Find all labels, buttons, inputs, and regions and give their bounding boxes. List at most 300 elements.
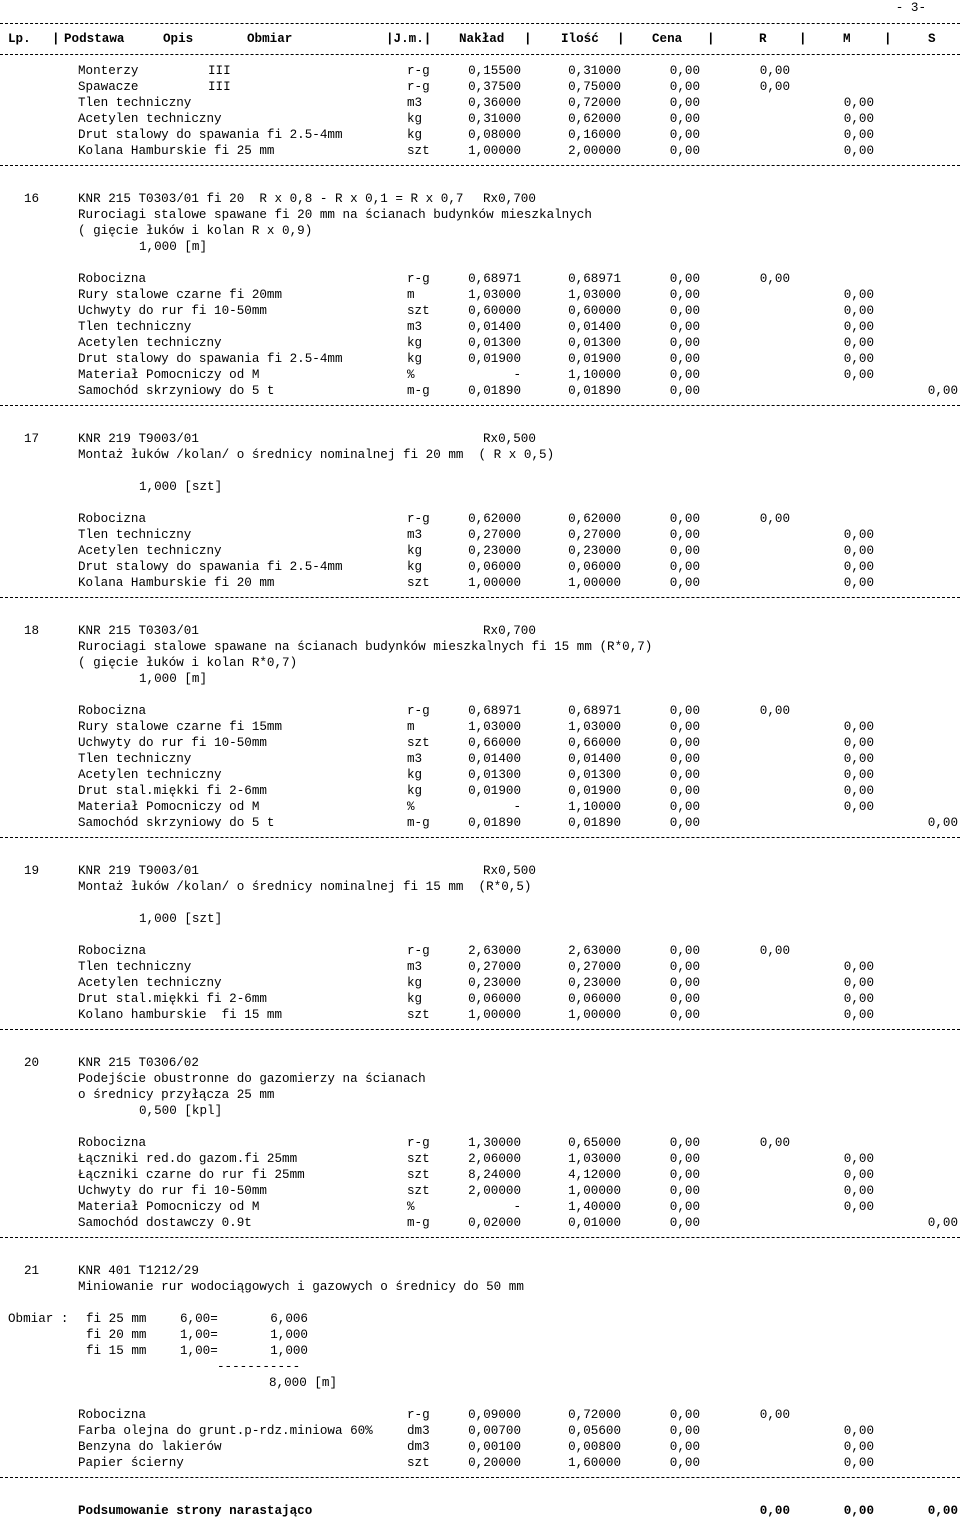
resource-unit: szt — [407, 1008, 430, 1022]
resource-value-m: 0,00 — [843, 752, 874, 766]
resource-quantity: 0,16000 — [568, 128, 621, 142]
section-rule — [0, 1237, 960, 1238]
resource-unit: kg — [407, 992, 423, 1006]
measure-name: fi 15 mm — [86, 1344, 147, 1358]
resource-unit: % — [407, 1200, 415, 1214]
resource-value-s: 0,00 — [927, 384, 958, 398]
measure-line — [0, 1327, 960, 1343]
resource-price: 0,00 — [669, 736, 700, 750]
resource-value-m: 0,00 — [843, 1008, 874, 1022]
resource-norm: 0,01890 — [468, 384, 521, 398]
page-summary-r: 0,00 — [759, 1504, 790, 1518]
resource-price: 0,00 — [669, 1168, 700, 1182]
measure-expression: 1,00= — [180, 1344, 218, 1358]
section-rule — [0, 405, 960, 406]
resource-quantity: 0,01890 — [568, 816, 621, 830]
resource-value-r: 0,00 — [759, 944, 790, 958]
resource-norm: 2,63000 — [468, 944, 521, 958]
resource-value-r: 0,00 — [759, 1408, 790, 1422]
resource-row — [0, 1151, 960, 1167]
carry-row — [0, 143, 960, 159]
resource-unit: kg — [407, 352, 423, 366]
resource-name: Acetylen techniczny — [78, 976, 222, 990]
resource-price: 0,00 — [669, 528, 700, 542]
resource-unit: m-g — [407, 384, 430, 398]
header-sep: | — [884, 32, 892, 46]
resource-norm: 0,23000 — [468, 976, 521, 990]
top-rule — [0, 23, 960, 24]
position-quantity-line — [0, 911, 960, 927]
resource-norm: 0,01890 — [468, 816, 521, 830]
resource-name: Tlen techniczny — [78, 752, 192, 766]
resource-norm: 0,01900 — [468, 352, 521, 366]
resource-quantity: 1,00000 — [568, 576, 621, 590]
resource-category: III — [208, 80, 231, 94]
resource-quantity: 0,72000 — [568, 96, 621, 110]
resource-quantity: 2,63000 — [568, 944, 621, 958]
resource-row — [0, 575, 960, 591]
resource-price: 0,00 — [669, 1008, 700, 1022]
resource-price: 0,00 — [669, 1456, 700, 1470]
resource-unit: szt — [407, 304, 430, 318]
resource-value-m: 0,00 — [843, 800, 874, 814]
resource-name: Drut stalowy do spawania fi 2.5-4mm — [78, 352, 343, 366]
resource-unit: m — [407, 288, 415, 302]
resource-norm: 1,00000 — [468, 144, 521, 158]
resource-value-m: 0,00 — [843, 960, 874, 974]
resource-price: 0,00 — [669, 368, 700, 382]
resource-row — [0, 991, 960, 1007]
resource-quantity: 1,03000 — [568, 1152, 621, 1166]
position-quantity: 1,000 [m] — [139, 240, 208, 254]
resource-price: 0,00 — [669, 1152, 700, 1166]
resource-price: 0,00 — [669, 800, 700, 814]
resource-value-s: 0,00 — [927, 816, 958, 830]
resource-unit: m3 — [407, 528, 423, 542]
resource-name: Rury stalowe czarne fi 20mm — [78, 288, 283, 302]
resource-row — [0, 1135, 960, 1151]
resource-row — [0, 1007, 960, 1023]
resource-quantity: 0,06000 — [568, 560, 621, 574]
resource-value-m: 0,00 — [843, 304, 874, 318]
resource-row — [0, 1167, 960, 1183]
resource-price: 0,00 — [669, 544, 700, 558]
resource-quantity: 0,00800 — [568, 1440, 621, 1454]
resource-quantity: 0,65000 — [568, 1136, 621, 1150]
page-summary-line — [0, 1503, 960, 1519]
resource-row — [0, 383, 960, 399]
resource-row — [0, 815, 960, 831]
resource-name: Materiał Pomocniczy od M — [78, 1200, 260, 1214]
resource-price: 0,00 — [669, 80, 700, 94]
position-description: ( gięcie łuków i kolan R x 0,9) — [78, 224, 313, 238]
resource-price: 0,00 — [669, 336, 700, 350]
resource-unit: m-g — [407, 816, 430, 830]
resource-unit: m3 — [407, 320, 423, 334]
carry-row — [0, 63, 960, 79]
resource-unit: kg — [407, 560, 423, 574]
resource-norm: 1,00000 — [468, 576, 521, 590]
resource-value-m: 0,00 — [843, 1168, 874, 1182]
resource-name: Kolana Hamburskie fi 20 mm — [78, 576, 275, 590]
resource-norm: - — [513, 1200, 521, 1214]
resource-norm: 0,06000 — [468, 992, 521, 1006]
position-number: 18 — [24, 624, 40, 638]
header-naklad: Nakład — [459, 32, 505, 46]
position-basis-line — [0, 191, 960, 207]
resource-unit: m3 — [407, 96, 423, 110]
header-cena: Cena — [652, 32, 683, 46]
header-podstawa: Podstawa — [64, 32, 125, 46]
resource-quantity: 0,05600 — [568, 1424, 621, 1438]
resource-price: 0,00 — [669, 112, 700, 126]
resource-name: Drut stal.miękki fi 2-6mm — [78, 992, 267, 1006]
position-quantity-line — [0, 1103, 960, 1119]
resource-category: III — [208, 64, 231, 78]
position-quantity: 1,000 [szt] — [139, 480, 223, 494]
resource-unit: szt — [407, 576, 430, 590]
header-sep: | — [524, 32, 532, 46]
resource-norm: 0,66000 — [468, 736, 521, 750]
resource-norm: 0,60000 — [468, 304, 521, 318]
header-opis: Opis — [163, 32, 194, 46]
resource-quantity: 1,10000 — [568, 368, 621, 382]
resource-price: 0,00 — [669, 352, 700, 366]
resource-unit: dm3 — [407, 1424, 430, 1438]
position-basis-line — [0, 863, 960, 879]
resource-value-m: 0,00 — [843, 784, 874, 798]
position-description: Montaż łuków /kolan/ o średnicy nominalnej fi 20 mm ( R x 0,5) — [78, 448, 555, 462]
resource-name: Tlen techniczny — [78, 528, 192, 542]
resource-norm: 0,06000 — [468, 560, 521, 574]
resource-name: Robocizna — [78, 704, 147, 718]
resource-quantity: 0,01890 — [568, 384, 621, 398]
resource-name: Acetylen techniczny — [78, 112, 222, 126]
header-obmiar: Obmiar — [247, 32, 293, 46]
resource-norm: 0,15500 — [468, 64, 521, 78]
resource-row — [0, 1439, 960, 1455]
header-m: M — [843, 32, 851, 46]
position-basis: KNR 215 T0306/02 — [78, 1056, 199, 1070]
resource-row — [0, 511, 960, 527]
position-multiplier: Rx0,500 — [483, 432, 536, 446]
resource-name: Robocizna — [78, 944, 147, 958]
resource-name: Robocizna — [78, 1136, 147, 1150]
resource-quantity: 2,00000 — [568, 144, 621, 158]
measure-value: 6,006 — [270, 1312, 308, 1326]
resource-price: 0,00 — [669, 64, 700, 78]
resource-quantity: 0,01000 — [568, 1216, 621, 1230]
resource-value-m: 0,00 — [843, 1440, 874, 1454]
header-rule — [0, 54, 960, 55]
resource-norm: 1,00000 — [468, 1008, 521, 1022]
resource-quantity: 0,27000 — [568, 528, 621, 542]
resource-unit: dm3 — [407, 1440, 430, 1454]
resource-price: 0,00 — [669, 576, 700, 590]
position-basis-line — [0, 1055, 960, 1071]
resource-name: Samochód skrzyniowy do 5 t — [78, 384, 275, 398]
resource-value-m: 0,00 — [843, 1456, 874, 1470]
resource-price: 0,00 — [669, 384, 700, 398]
resource-unit: r-g — [407, 64, 430, 78]
measure-rule: ----------- — [217, 1360, 301, 1374]
resource-quantity: 1,03000 — [568, 288, 621, 302]
resource-unit: m3 — [407, 752, 423, 766]
position-description: ( gięcie łuków i kolan R*0,7) — [78, 656, 298, 670]
position-description-line — [0, 879, 960, 895]
position-quantity: 1,000 [m] — [139, 672, 208, 686]
page-number: - 3- — [895, 1, 926, 15]
resource-unit: kg — [407, 544, 423, 558]
resource-name: Łączniki red.do gazom.fi 25mm — [78, 1152, 298, 1166]
resource-quantity: 0,31000 — [568, 64, 621, 78]
resource-norm: 0,20000 — [468, 1456, 521, 1470]
resource-row — [0, 1423, 960, 1439]
resource-price: 0,00 — [669, 320, 700, 334]
resource-row — [0, 1183, 960, 1199]
resource-unit: r-g — [407, 512, 430, 526]
position-description: Miniowanie rur wodociągowych i gazowych o średnicy do 50 mm — [78, 1280, 524, 1294]
resource-price: 0,00 — [669, 960, 700, 974]
resource-unit: % — [407, 800, 415, 814]
header-sep: | — [52, 32, 60, 46]
position-basis: KNR 215 T0303/01 fi 20 R x 0,8 - R x 0,1 = R x 0,7 — [78, 192, 464, 206]
column-header — [0, 31, 960, 47]
resource-value-m: 0,00 — [843, 128, 874, 142]
resource-price: 0,00 — [669, 1136, 700, 1150]
resource-name: Robocizna — [78, 272, 147, 286]
page-summary-s: 0,00 — [927, 1504, 958, 1518]
resource-value-r: 0,00 — [759, 512, 790, 526]
header-sep: | — [617, 32, 625, 46]
resource-price: 0,00 — [669, 272, 700, 286]
resource-name: Uchwyty do rur fi 10-50mm — [78, 1184, 267, 1198]
position-number: 20 — [24, 1056, 40, 1070]
resource-value-m: 0,00 — [843, 288, 874, 302]
position-number: 19 — [24, 864, 40, 878]
resource-quantity: 0,68971 — [568, 272, 621, 286]
resource-quantity: 0,01400 — [568, 752, 621, 766]
resource-norm: 0,68971 — [468, 272, 521, 286]
resource-quantity: 0,68971 — [568, 704, 621, 718]
position-basis-line — [0, 623, 960, 639]
resource-value-m: 0,00 — [843, 544, 874, 558]
resource-quantity: 0,23000 — [568, 976, 621, 990]
resource-quantity: 0,06000 — [568, 992, 621, 1006]
resource-name: Materiał Pomocniczy od M — [78, 800, 260, 814]
resource-value-m: 0,00 — [843, 1184, 874, 1198]
position-number: 17 — [24, 432, 40, 446]
resource-row — [0, 527, 960, 543]
position-number: 21 — [24, 1264, 40, 1278]
carry-row — [0, 79, 960, 95]
measure-value: 1,000 — [270, 1344, 308, 1358]
resource-value-m: 0,00 — [843, 528, 874, 542]
measure-expression: 6,00= — [180, 1312, 218, 1326]
position-description: Montaż łuków /kolan/ o średnicy nominalnej fi 15 mm (R*0,5) — [78, 880, 532, 894]
resource-name: Uchwyty do rur fi 10-50mm — [78, 736, 267, 750]
resource-name: Acetylen techniczny — [78, 768, 222, 782]
resource-norm: 2,06000 — [468, 1152, 521, 1166]
resource-price: 0,00 — [669, 1216, 700, 1230]
resource-row — [0, 1215, 960, 1231]
resource-value-r: 0,00 — [759, 64, 790, 78]
resource-price: 0,00 — [669, 944, 700, 958]
resource-name: Drut stalowy do spawania fi 2.5-4mm — [78, 128, 343, 142]
resource-value-m: 0,00 — [843, 560, 874, 574]
resource-row — [0, 719, 960, 735]
position-quantity-line — [0, 479, 960, 495]
position-description-line — [0, 639, 960, 655]
resource-row — [0, 751, 960, 767]
section-rule — [0, 165, 960, 166]
resource-unit: kg — [407, 976, 423, 990]
measure-total: 8,000 [m] — [269, 1376, 338, 1390]
carry-row — [0, 111, 960, 127]
resource-row — [0, 767, 960, 783]
measure-total-line — [0, 1375, 960, 1391]
resource-name: Rury stalowe czarne fi 15mm — [78, 720, 283, 734]
resource-quantity: 1,03000 — [568, 720, 621, 734]
resource-value-m: 0,00 — [843, 736, 874, 750]
resource-norm: 0,31000 — [468, 112, 521, 126]
resource-quantity: 0,75000 — [568, 80, 621, 94]
resource-value-m: 0,00 — [843, 368, 874, 382]
measure-name: fi 25 mm — [86, 1312, 147, 1326]
resource-value-m: 0,00 — [843, 720, 874, 734]
measure-rule-line — [0, 1359, 960, 1375]
position-basis: KNR 401 T1212/29 — [78, 1264, 199, 1278]
resource-norm: 0,01400 — [468, 320, 521, 334]
resource-quantity: 1,10000 — [568, 800, 621, 814]
resource-norm: 0,23000 — [468, 544, 521, 558]
resource-name: Spawacze — [78, 80, 139, 94]
resource-quantity: 0,66000 — [568, 736, 621, 750]
resource-price: 0,00 — [669, 720, 700, 734]
position-number: 16 — [24, 192, 40, 206]
resource-norm: 2,00000 — [468, 1184, 521, 1198]
resource-name: Farba olejna do grunt.p-rdz.miniowa 60% — [78, 1424, 373, 1438]
resource-value-m: 0,00 — [843, 1424, 874, 1438]
resource-name: Kolana Hamburskie fi 25 mm — [78, 144, 275, 158]
position-quantity-line — [0, 239, 960, 255]
resource-name: Papier ścierny — [78, 1456, 184, 1470]
measure-label: Obmiar : — [8, 1312, 69, 1326]
resource-name: Tlen techniczny — [78, 96, 192, 110]
measure-line — [0, 1343, 960, 1359]
resource-unit: r-g — [407, 1408, 430, 1422]
section-rule — [0, 597, 960, 598]
resource-unit: kg — [407, 336, 423, 350]
resource-unit: szt — [407, 736, 430, 750]
resource-norm: - — [513, 368, 521, 382]
resource-price: 0,00 — [669, 96, 700, 110]
resource-norm: 1,03000 — [468, 720, 521, 734]
resource-price: 0,00 — [669, 704, 700, 718]
resource-name: Drut stal.miękki fi 2-6mm — [78, 784, 267, 798]
resource-norm: 0,08000 — [468, 128, 521, 142]
position-multiplier: Rx0,700 — [483, 192, 536, 206]
position-multiplier: Rx0,500 — [483, 864, 536, 878]
carry-row — [0, 95, 960, 111]
resource-quantity: 0,62000 — [568, 112, 621, 126]
section-rule — [0, 1477, 960, 1478]
resource-price: 0,00 — [669, 976, 700, 990]
resource-quantity: 0,62000 — [568, 512, 621, 526]
resource-unit: r-g — [407, 272, 430, 286]
resource-name: Benzyna do lakierów — [78, 1440, 222, 1454]
resource-unit: m-g — [407, 1216, 430, 1230]
resource-price: 0,00 — [669, 304, 700, 318]
resource-value-m: 0,00 — [843, 144, 874, 158]
resource-unit: szt — [407, 1184, 430, 1198]
header-r: R — [759, 32, 767, 46]
position-description-line — [0, 1071, 960, 1087]
resource-unit: szt — [407, 1456, 430, 1470]
header-jm: |J.m.| — [386, 32, 432, 46]
resource-name: Samochód dostawczy 0.9t — [78, 1216, 252, 1230]
position-basis-line — [0, 1263, 960, 1279]
resource-unit: szt — [407, 1168, 430, 1182]
position-description-line — [0, 655, 960, 671]
resource-quantity: 4,12000 — [568, 1168, 621, 1182]
resource-name: Acetylen techniczny — [78, 336, 222, 350]
position-description: o średnicy przyłącza 25 mm — [78, 1088, 275, 1102]
resource-price: 0,00 — [669, 752, 700, 766]
resource-row — [0, 959, 960, 975]
resource-value-m: 0,00 — [843, 112, 874, 126]
resource-row — [0, 1407, 960, 1423]
resource-norm: 1,30000 — [468, 1136, 521, 1150]
resource-value-s: 0,00 — [927, 1216, 958, 1230]
resource-value-m: 0,00 — [843, 336, 874, 350]
resource-quantity: 0,01400 — [568, 320, 621, 334]
resource-quantity: 0,01900 — [568, 352, 621, 366]
carry-row — [0, 127, 960, 143]
resource-quantity: 0,01300 — [568, 768, 621, 782]
resource-name: Samochód skrzyniowy do 5 t — [78, 816, 275, 830]
resource-price: 0,00 — [669, 816, 700, 830]
position-quantity: 1,000 [szt] — [139, 912, 223, 926]
resource-row — [0, 351, 960, 367]
resource-quantity: 1,60000 — [568, 1456, 621, 1470]
resource-norm: 8,24000 — [468, 1168, 521, 1182]
resource-price: 0,00 — [669, 1408, 700, 1422]
resource-price: 0,00 — [669, 1184, 700, 1198]
resource-price: 0,00 — [669, 992, 700, 1006]
position-basis-line — [0, 431, 960, 447]
position-quantity: 0,500 [kpl] — [139, 1104, 223, 1118]
measure-expression: 1,00= — [180, 1328, 218, 1342]
resource-price: 0,00 — [669, 1440, 700, 1454]
resource-name: Robocizna — [78, 1408, 147, 1422]
position-quantity-line — [0, 671, 960, 687]
resource-name: Tlen techniczny — [78, 960, 192, 974]
resource-price: 0,00 — [669, 144, 700, 158]
resource-value-m: 0,00 — [843, 1152, 874, 1166]
resource-quantity: 0,27000 — [568, 960, 621, 974]
header-sep: | — [799, 32, 807, 46]
resource-name: Monterzy — [78, 64, 139, 78]
position-description: Podejście obustronne do gazomierzy na ścianach — [78, 1072, 426, 1086]
resource-name: Acetylen techniczny — [78, 544, 222, 558]
resource-name: Robocizna — [78, 512, 147, 526]
resource-unit: % — [407, 368, 415, 382]
resource-name: Łączniki czarne do rur fi 25mm — [78, 1168, 305, 1182]
resource-quantity: 0,01300 — [568, 336, 621, 350]
resource-unit: m3 — [407, 960, 423, 974]
resource-row — [0, 271, 960, 287]
